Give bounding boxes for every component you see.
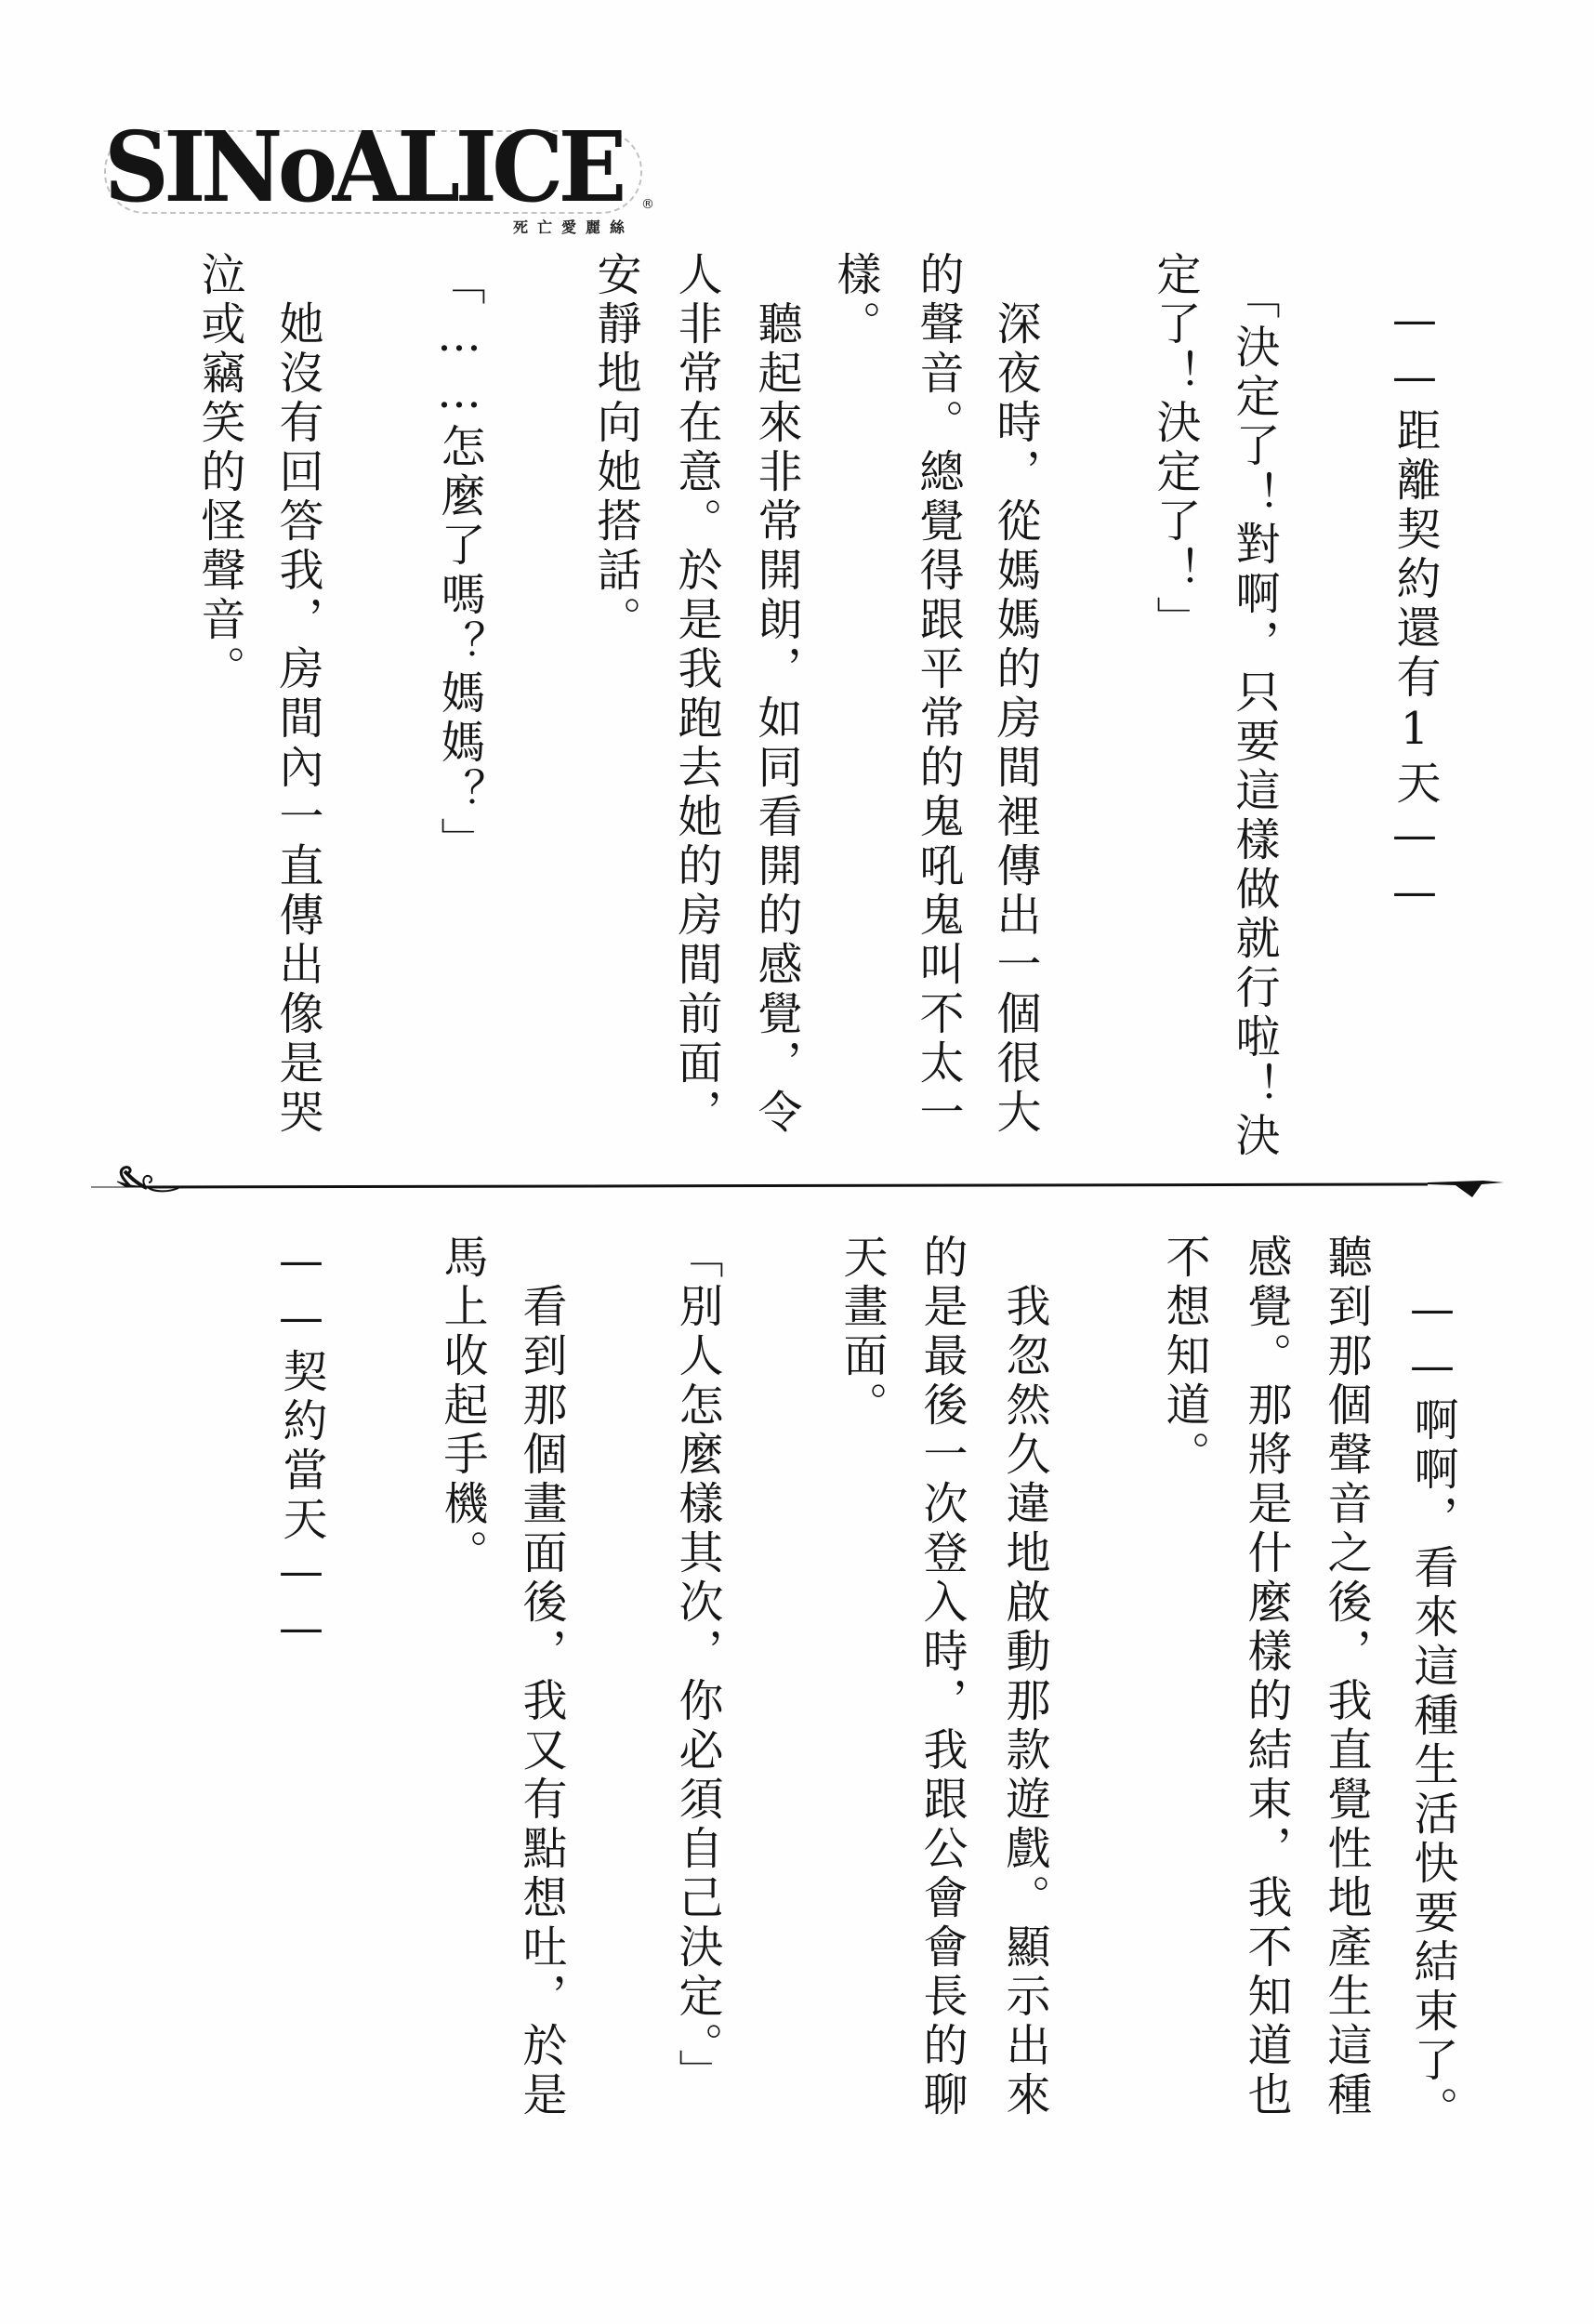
text-column: 感覺。那將是什麼樣的結束，我不知道也 [1240, 1234, 1292, 2120]
divider-line [145, 1184, 1428, 1187]
text-column: 「決定了！對啊，只要這樣做就行啦！決 [1228, 274, 1280, 1161]
text-column: 我忽然久違地啟動那款遊戲。顯示出來 [998, 1234, 1050, 2120]
text-column: 的聲音。總覺得跟平常的鬼吼鬼叫不太一 [912, 251, 964, 1138]
text-column: 人非常在意。於是我跑去她的房間前面， [670, 251, 722, 1138]
logo-subtitle: 死亡愛麗絲 [513, 218, 635, 236]
text-column: 不想知道。 [1158, 1234, 1210, 1480]
sinoalice-logo [104, 110, 662, 240]
section-heading: ——契約當天—— [275, 1185, 327, 1658]
spear-tip-icon [1428, 1181, 1504, 1197]
text-column: 她沒有回答我，房間內一直傳出像是哭 [271, 251, 323, 1138]
dialogue-column: 「……怎麼了嗎？媽媽？」 [433, 260, 485, 866]
text-column: 天畫面。 [836, 1234, 888, 1431]
text-column: 看到那個畫面後，我又有點想吐，於是 [515, 1234, 567, 2120]
text-column: 定了！決定了！」 [1149, 251, 1201, 645]
text-column: 安靜地向她搭話。 [589, 251, 641, 645]
registered-mark-icon: ® [641, 197, 654, 212]
dialogue-column: 「別人怎麼樣其次，你必須自己決定。」 [671, 1234, 723, 2098]
text-column: 泣或竊笑的怪聲音。 [193, 251, 245, 694]
text-column: 深夜時，從媽媽的房間裡傳出一個很大 [989, 251, 1041, 1138]
text-column: 聽到那個聲音之後，我直覺性地產生這種 [1320, 1234, 1372, 2120]
section-heading: ——距離契約還有1天—— [1389, 244, 1441, 922]
text-column: ——啊啊，看來這種生活快要結束了。 [1406, 1234, 1458, 2135]
text-column: 馬上收起手機。 [436, 1234, 488, 1578]
text-column: 的是最後一次登入時，我跟公會會長的聊 [916, 1234, 968, 2120]
text-column: 聽起來非常開朗，如同看開的感覺，令 [750, 251, 802, 1138]
logo-title: SINoALICE [104, 110, 622, 224]
text-column: 樣。 [829, 251, 881, 350]
